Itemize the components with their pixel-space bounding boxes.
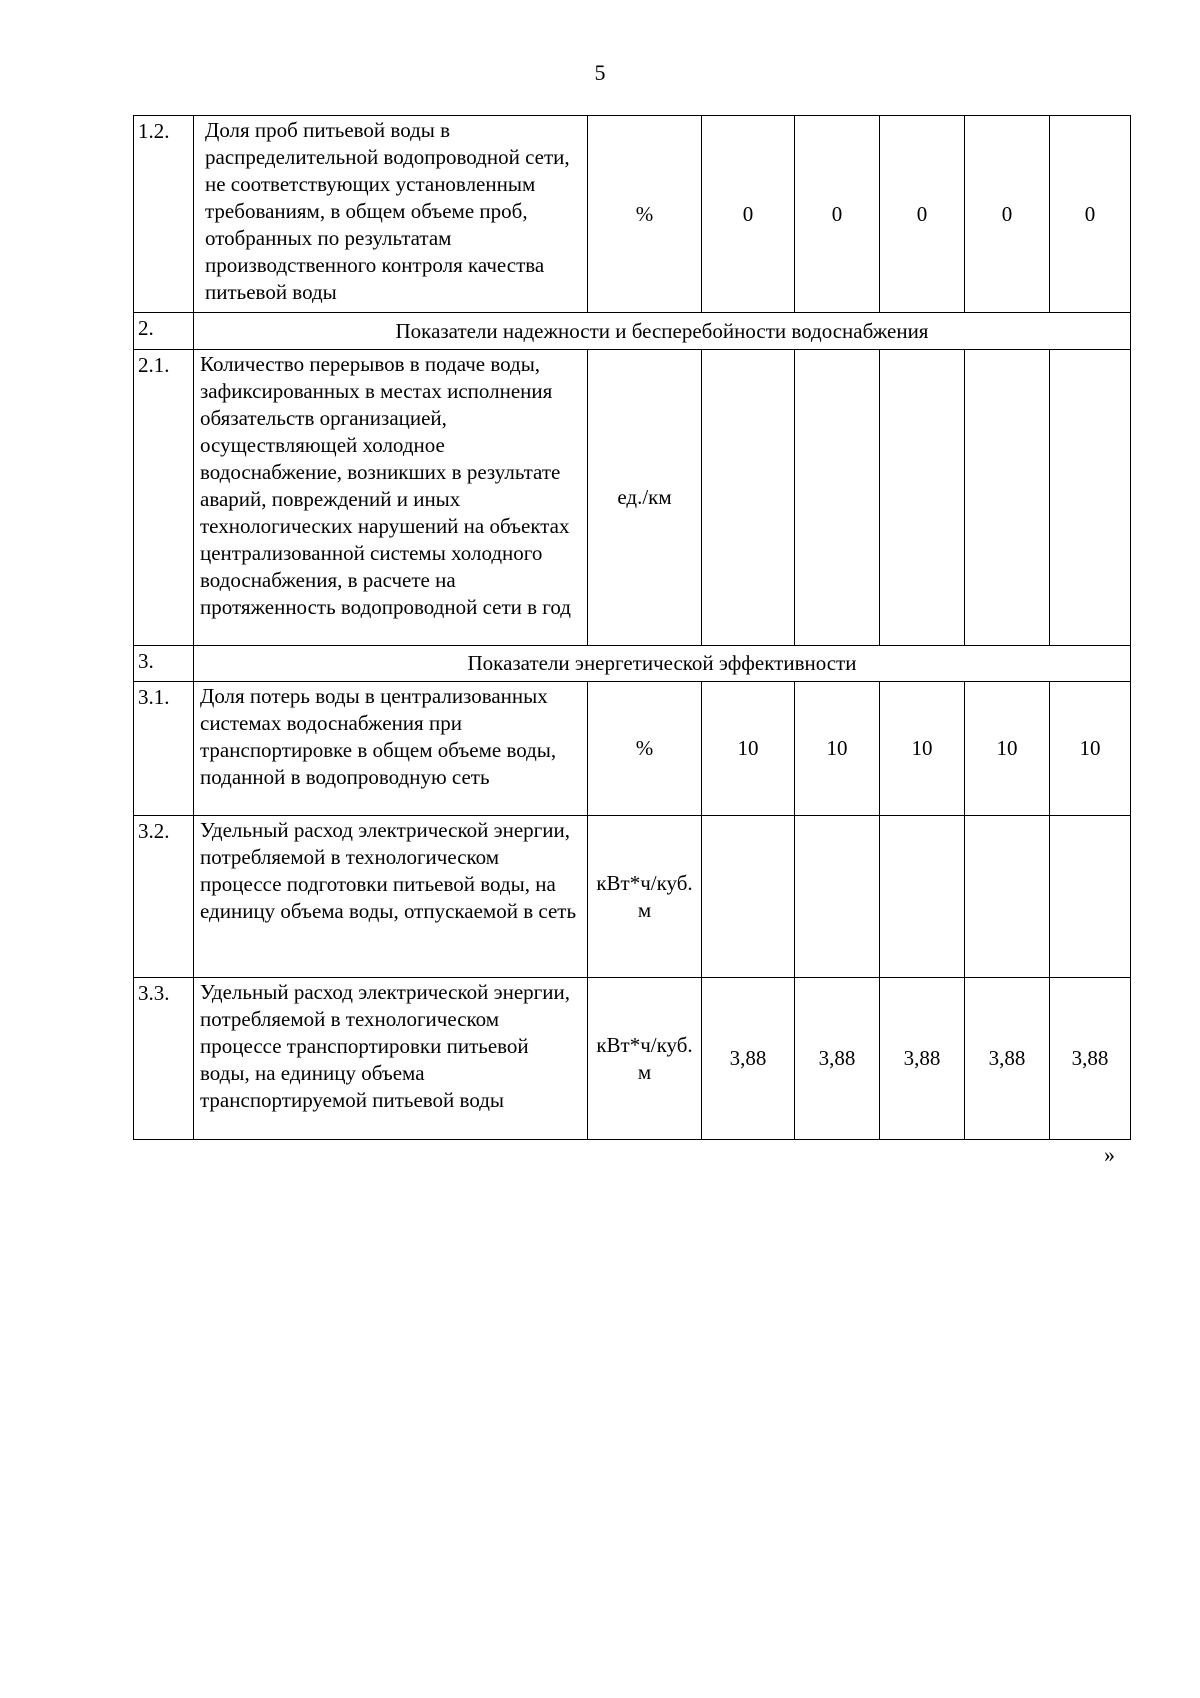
table-row — [134, 978, 1131, 1140]
value-cell: 0 — [795, 116, 880, 313]
row-number: 2.1. — [134, 350, 194, 646]
indicator-description: Удельный расход электрической энергии, потребляемой в технологическом процессе транспортировки питьевой воды, на единицу объема транспортируемой питьевой воды — [194, 978, 588, 1140]
row-number: 3.3. — [134, 978, 194, 1140]
row-number: 3.2. — [134, 816, 194, 978]
section-row — [134, 313, 1131, 350]
table-row — [134, 116, 1131, 313]
value-cell: 0 — [880, 116, 965, 313]
page-number: 5 — [594, 60, 606, 85]
unit-cell: кВт*ч/куб. м — [588, 978, 702, 1140]
section-row — [134, 646, 1131, 682]
value-cell: 0 — [1050, 116, 1131, 313]
indicator-description: Удельный расход электрической энергии, потребляемой в технологическом процессе подготовки питьевой воды, на единицу объема воды, отпускаемой в сеть — [194, 816, 588, 978]
section-title: Показатели надежности и бесперебойности водоснабжения — [194, 313, 1131, 350]
value-cell: 3,88 — [1050, 978, 1131, 1140]
value-cell — [702, 350, 795, 646]
closing-quote: » — [1104, 1142, 1115, 1167]
value-cell — [795, 816, 880, 978]
indicator-description: Доля проб питьевой воды в распределительной водопроводной сети, не соответствующих установленным требованиям, в общем объеме проб, отобранных по результатам производственного контроля качества питьевой воды — [194, 116, 588, 313]
value-cell — [880, 350, 965, 646]
value-cell — [702, 816, 795, 978]
unit-cell: ед./км — [588, 350, 702, 646]
indicator-description: Количество перерывов в подаче воды, зафиксированных в местах исполнения обязательств организацией, осуществляющей холодное водоснабжение, возникших в результате аварий, повреждений и иных технологических нарушений на объектах централизованной системы холодного водоснабжения, в расчете на протяженность водопроводной сети в год — [194, 350, 588, 646]
value-cell: 10 — [965, 682, 1050, 816]
value-cell — [1050, 816, 1131, 978]
value-cell — [965, 816, 1050, 978]
section-title: Показатели энергетической эффективности — [194, 646, 1131, 682]
unit-cell: % — [588, 682, 702, 816]
indicator-description: Доля потерь воды в централизованных системах водоснабжения при транспортировке в общем объеме воды, поданной в водопроводную сеть — [194, 682, 588, 816]
value-cell: 3,88 — [965, 978, 1050, 1140]
value-cell: 3,88 — [880, 978, 965, 1140]
row-number: 1.2. — [134, 116, 194, 313]
value-cell: 0 — [965, 116, 1050, 313]
value-cell: 10 — [702, 682, 795, 816]
table-row — [134, 350, 1131, 646]
unit-cell: % — [588, 116, 702, 313]
row-number: 3.1. — [134, 682, 194, 816]
table-row — [134, 816, 1131, 978]
value-cell: 0 — [702, 116, 795, 313]
indicators-table — [133, 115, 1131, 1140]
section-number: 3. — [134, 646, 194, 682]
value-cell: 3,88 — [702, 978, 795, 1140]
section-number: 2. — [134, 313, 194, 350]
value-cell — [965, 350, 1050, 646]
value-cell — [795, 350, 880, 646]
table-row — [134, 682, 1131, 816]
value-cell — [1050, 350, 1131, 646]
value-cell — [880, 816, 965, 978]
value-cell: 10 — [795, 682, 880, 816]
value-cell: 3,88 — [795, 978, 880, 1140]
value-cell: 10 — [1050, 682, 1131, 816]
unit-cell: кВт*ч/куб. м — [588, 816, 702, 978]
value-cell: 10 — [880, 682, 965, 816]
